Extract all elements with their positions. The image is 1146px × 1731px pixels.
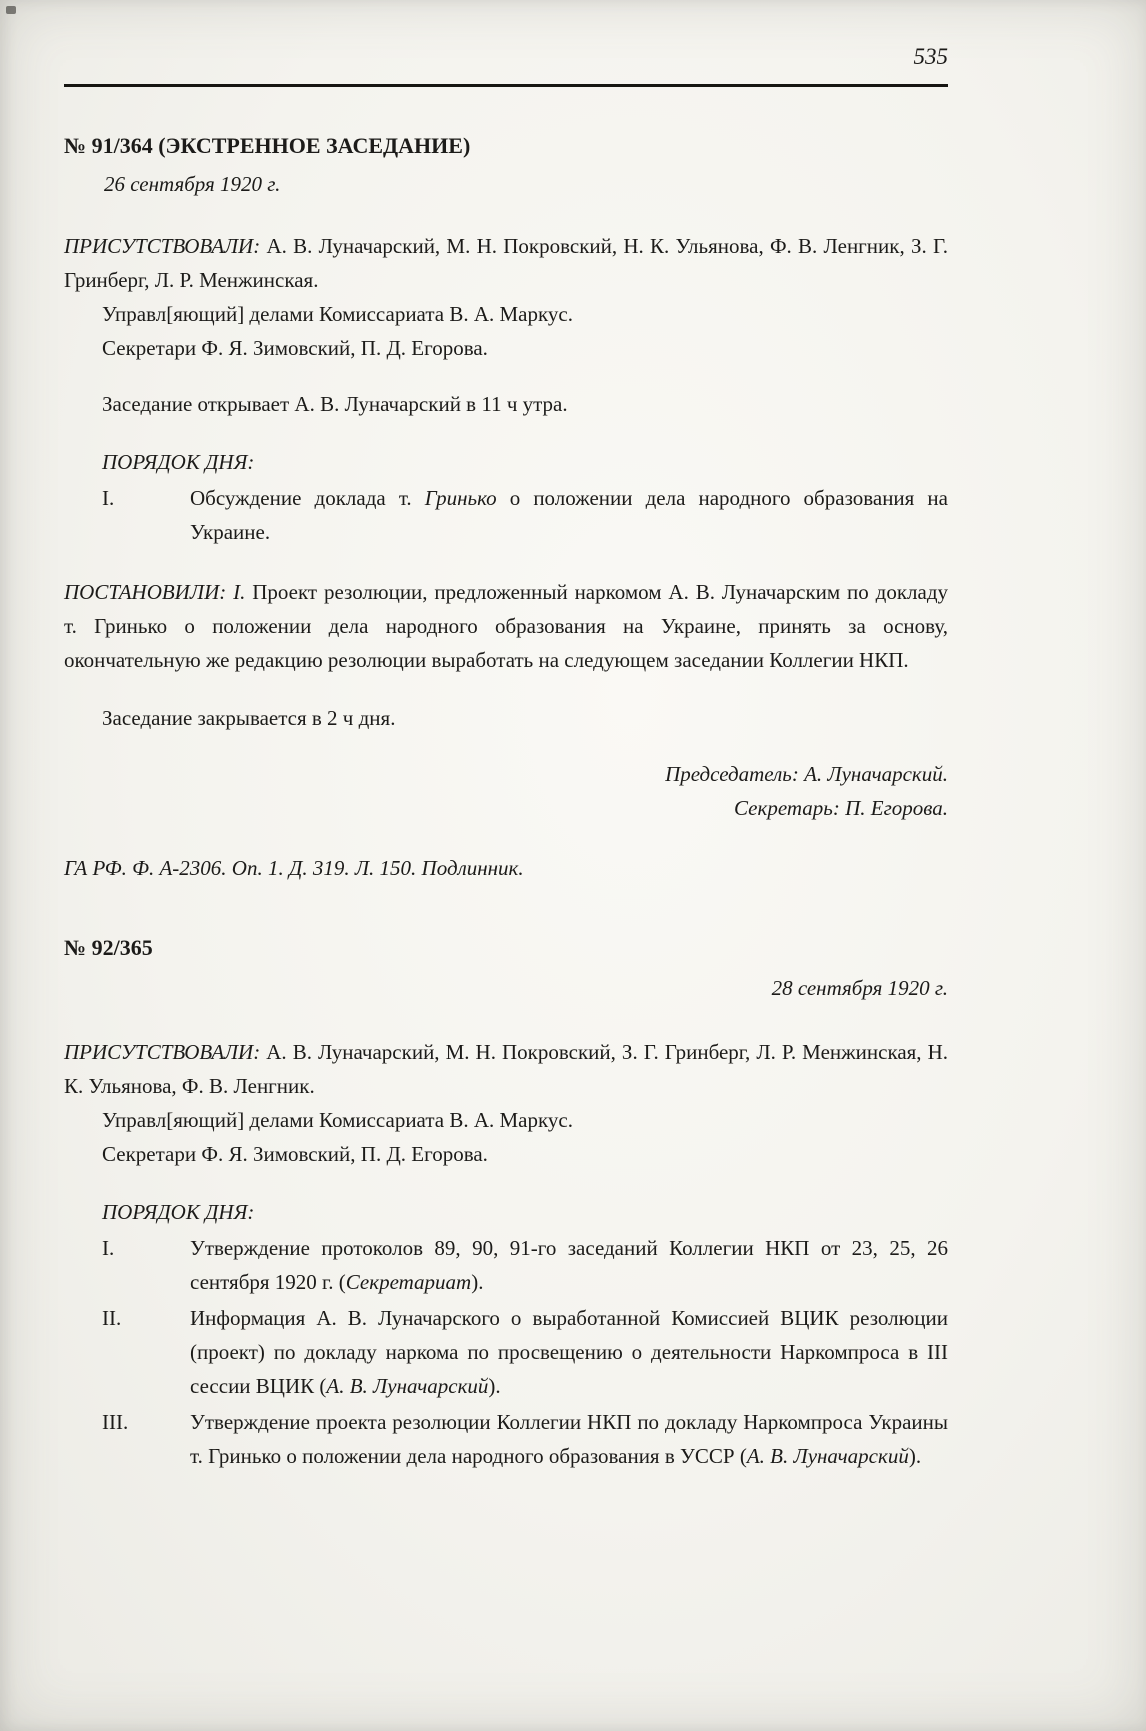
attendees-names: А. В. Луначарский, М. Н. Покровский, Н. К. Ульянова, Ф. В. Ленгник, З. Г. Гринберг, Л. Р. Менжинская.: [64, 234, 948, 292]
resolution-text: Проект резолюции, предложенный наркомом А. В. Луначарским по докладу т. Гринько о положении дела народного образования на Украине, принять за основу, окончательную же редакцию резолюции выработать на следующем заседании Коллегии НКП.: [64, 580, 949, 672]
agenda-text-emphasis: А. В. Луначарский: [746, 1444, 909, 1468]
header-rule: [64, 84, 948, 87]
attendees-paragraph: [64, 1035, 948, 1103]
protocol-92-date: 28 сентября 1920 г.: [771, 976, 948, 1000]
agenda-text-emphasis: Секретариат: [345, 1270, 472, 1294]
page-content: [64, 0, 948, 1473]
agenda-item-number: III.: [102, 1410, 129, 1434]
protocol-92-section: [64, 931, 948, 1473]
agenda-label: ПОРЯДОК ДНЯ:: [102, 450, 255, 474]
protocol-91-heading: № 91/364 (ЭКСТРЕННОЕ ЗАСЕДАНИЕ): [64, 133, 471, 158]
manager-line: Управл[яющий] делами Комиссариата В. А. Маркус.: [102, 1108, 573, 1132]
agenda-text-before: Обсуждение доклада т.: [190, 486, 425, 510]
attendees-names: А. В. Луначарский, М. Н. Покровский, З. Г. Гринберг, Л. Р. Менжинская, Н. К. Ульянова, Ф. В. Ленгник.: [64, 1040, 948, 1098]
attendees-label: ПРИСУТСТВОВАЛИ:: [64, 1040, 261, 1064]
agenda-text-after: ).: [488, 1374, 501, 1398]
agenda-item-number: II.: [102, 1306, 122, 1330]
protocol-92-heading: № 92/365: [64, 935, 153, 960]
agenda-text-after: ).: [471, 1270, 484, 1294]
agenda-item-number: I.: [102, 1236, 115, 1260]
opening-line: Заседание открывает А. В. Луначарский в 11 ч утра.: [102, 392, 568, 416]
archive-reference: ГА РФ. Ф. А-2306. Оп. 1. Д. 319. Л. 150. Подлинник.: [64, 856, 524, 880]
resolution-number: I.: [233, 580, 246, 604]
agenda-label: ПОРЯДОК ДНЯ:: [102, 1200, 255, 1224]
closing-line: Заседание закрывается в 2 ч дня.: [102, 706, 396, 730]
secretaries-line: Секретари Ф. Я. Зимовский, П. Д. Егорова.: [102, 1142, 488, 1166]
protocol-92-attendees: [64, 1035, 948, 1171]
resolution-paragraph: [64, 575, 948, 677]
agenda-item-text: [190, 1301, 948, 1403]
manager-line: Управл[яющий] делами Комиссариата В. А. Маркус.: [102, 302, 573, 326]
secretaries-line: Секретари Ф. Я. Зимовский, П. Д. Егорова.: [102, 336, 488, 360]
agenda-text-after: ).: [908, 1444, 922, 1468]
agenda-text-before: Утверждение протоколов 89, 90, 91-го заседаний Коллегии НКП от 23, 25, 26 сентября 1920 г. (: [190, 1236, 948, 1294]
agenda-item-number: I.: [102, 486, 115, 510]
attendees-paragraph: [64, 229, 948, 297]
protocol-91-attendees: [64, 229, 948, 365]
agenda-text-after: о положении дела народного образования на Украине.: [190, 486, 948, 544]
agenda-item-text: [190, 1405, 948, 1473]
page-number: 535: [913, 44, 948, 69]
agenda-item-text: [190, 481, 948, 549]
agenda-item: [102, 1301, 948, 1403]
agenda-text-emphasis: А. В. Луначарский: [326, 1374, 489, 1398]
chairman-signature: Председатель: А. Луначарский.: [665, 762, 948, 786]
agenda-item: [102, 1405, 948, 1473]
agenda-item: [102, 1231, 948, 1299]
protocol-91-date: 26 сентября 1920 г.: [104, 172, 281, 196]
secretary-signature: Секретарь: П. Егорова.: [734, 796, 948, 820]
resolution-label: ПОСТАНОВИЛИ:: [64, 580, 227, 604]
agenda-item-text: [190, 1231, 948, 1299]
agenda-text-emphasis: Гринько: [424, 486, 497, 510]
agenda-text-before: Утверждение проекта резолюции Коллегии НКП по докладу Наркомпроса Украины т. Гринько о положении дела народного образования в УССР (: [190, 1410, 948, 1468]
agenda-item: [102, 481, 948, 549]
attendees-label: ПРИСУТСТВОВАЛИ:: [64, 234, 261, 258]
agenda-text-before: Информация А. В. Луначарского о выработанной Комиссией ВЦИК резолюции (проект) по докладу наркома по просвещению о деятельности Наркомпроса в III сессии ВЦИК (: [190, 1306, 948, 1398]
scan-artifact: [6, 6, 16, 14]
protocol-91-section: [64, 129, 948, 885]
signatures-block: [64, 757, 948, 825]
